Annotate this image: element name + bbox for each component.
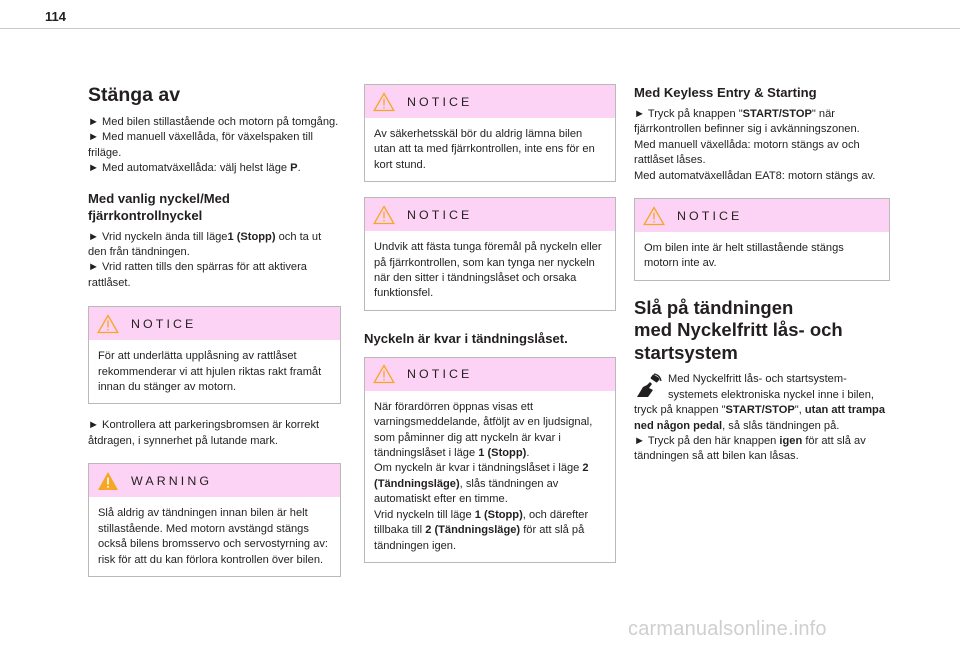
keyless-p1-a: ► Tryck på knappen ": [634, 108, 743, 120]
notice-text-1: [374, 400, 606, 462]
ignition-title-line-3: startsystem: [634, 341, 738, 363]
warning-triangle-outline-icon: [97, 314, 119, 334]
keyless-p1-b: START/STOP: [742, 108, 812, 120]
key-step-1-c: och ta ut den från tändningen.: [88, 230, 322, 259]
keyless-auto: Med automatväxellådan EAT8: motorn stängs av.: [634, 169, 876, 182]
ignition-p1-e: , så slås tändningen på.: [722, 419, 840, 432]
ignition-p1-d: utan att trampa ned någon pedal: [634, 404, 886, 432]
notice-t2c: , slås tändningen av automatiskt efter en timme.: [374, 477, 559, 506]
keyless-manual: Med manuell växellåda: motorn stängs av och rattlåset låses.: [634, 138, 860, 167]
notice-text-3: [374, 508, 606, 554]
ignition-title-line-2: med Nyckelfritt lås- och: [634, 319, 843, 341]
notice-t3d: 2 (Tändningsläge): [425, 524, 521, 537]
notice-text-2: [374, 461, 606, 507]
key-step-1-a: ► Vrid nyckeln ända till läge: [88, 230, 228, 243]
key-step-1: [88, 230, 341, 261]
notice-label: NOTICE: [407, 94, 473, 109]
ignition-p2-a: ► Tryck på den här knappen: [634, 434, 780, 447]
ignition-step-1: [634, 372, 890, 434]
notice-t2: Om nyckeln är kvar i tändningslåset i läge: [374, 462, 583, 475]
section-title-key-left: Nyckeln är kvar i tändningslåset.: [364, 330, 568, 346]
section-title-keyless: Med Keyless Entry & Starting: [634, 85, 817, 100]
section-title-ignition: [634, 297, 890, 365]
notice-header: [365, 198, 615, 231]
notice-label: NOTICE: [407, 207, 473, 222]
warning-triangle-outline-icon: [373, 92, 395, 112]
intro-step-auto: [88, 161, 341, 176]
warning-label: WARNING: [131, 473, 213, 488]
notice-text: Om bilen inte är helt stillastående stängs motorn inte av.: [644, 242, 844, 270]
notice-header: [365, 358, 615, 391]
keyless-step-1: [634, 107, 890, 138]
intro-step-idle: ► Med bilen stillastående och motorn på tomgång.: [88, 116, 339, 128]
ignition-p2-b: igen: [779, 434, 803, 447]
ignition-p1-a: Med Nyckelfritt lås- och startsystem-systemets elektroniska nyckel inne i bilen, tryck på knappen ": [634, 373, 874, 417]
intro-auto-dot: .: [297, 162, 301, 175]
warning-text: Slå aldrig av tändningen innan bilen är helt stillastående. Med motorn avstängd stängs också bilens bromsservo och servostyrning av: risk för att du kan förlora kontrollen över bilen.: [98, 507, 328, 566]
ignition-step-2: [634, 434, 890, 465]
ignition-title-line-1: Slå på tändningen: [634, 296, 794, 318]
ignition-p2-c: för att slå av tändningen så att bilen kan låsas.: [634, 434, 866, 463]
keyless-hand-icon: [634, 373, 662, 399]
notice-label: NOTICE: [131, 316, 197, 331]
top-rule: [0, 28, 960, 29]
keyless-p1-c: " när fjärrkontrollen befinner sig i avkänningszonen.: [634, 108, 860, 136]
warning-header: [89, 464, 340, 497]
notice-t3c: , och därefter tillbaka till: [374, 508, 589, 537]
warning-triangle-outline-icon: [373, 364, 395, 384]
page-number: 114: [45, 9, 66, 24]
notice-t1c: .: [526, 447, 530, 460]
notice-box-heavy-objects: [364, 197, 616, 311]
notice-label: NOTICE: [407, 367, 473, 382]
notice-box-key-left: [364, 357, 616, 563]
notice-t3b: 1 (Stopp): [474, 508, 523, 521]
notice-header: [365, 85, 615, 118]
notice-box-stationary: [634, 198, 890, 281]
notice-text: Undvik att fästa tunga föremål på nyckeln eller på fjärrkontrollen, som kan tynga ner nyckeln när den sitter i tändningslåset och orsaka funktionsfel.: [374, 241, 602, 300]
section-title-stanga-av: Stänga av: [88, 84, 181, 106]
ignition-p1-c: ",: [794, 404, 805, 417]
key-step-2: ► Vrid ratten tills den spärras för att aktivera rattlåset.: [88, 261, 307, 289]
ignition-p1-b: START/STOP: [725, 404, 795, 417]
notice-t1: När förardörren öppnas visas ett varningsmeddelande, åtföljt av en ljudsignal, som påminner dig att nyckeln är kvar i tändningslåset i läge: [374, 400, 593, 460]
warning-triangle-outline-icon: [643, 206, 665, 226]
intro-auto-mode: P: [290, 162, 298, 175]
warning-triangle-outline-icon: [373, 205, 395, 225]
warning-triangle-filled-icon: [97, 471, 119, 491]
notice-header: [89, 307, 340, 340]
notice-t3: Vrid nyckeln till läge: [374, 508, 475, 521]
notice-label: NOTICE: [677, 208, 743, 223]
notice-header: [635, 199, 889, 232]
watermark: carmanualsonline.info: [628, 618, 827, 640]
intro-auto-text: ► Med automatväxellåda: välj helst läge: [88, 162, 291, 175]
section-title-key: Med vanlig nyckel/Med fjärrkontrollnyckel: [88, 190, 230, 223]
notice-t3e: för att slå på tändningen igen.: [374, 524, 585, 552]
parking-brake-step: ► Kontrollera att parkeringsbromsen är korrekt åtdragen, i synnerhet på lutande mark.: [88, 419, 320, 447]
notice-t1b: 1 (Stopp): [478, 447, 527, 460]
intro-step-manual: ► Med manuell växellåda, för växelspaken till friläge.: [88, 131, 313, 159]
notice-text: För att underlätta upplåsning av rattlåset rekommenderar vi att hjulen riktas rakt framåt innan du stänger av motorn.: [98, 350, 322, 394]
key-step-1-b: 1 (Stopp): [227, 230, 276, 243]
notice-box-remote: [364, 84, 616, 182]
column-3: [634, 84, 890, 465]
notice-t2b: 2 (Tändningsläge): [374, 462, 589, 490]
column-1: [88, 84, 341, 577]
notice-box-steering: [88, 306, 341, 404]
warning-box: [88, 463, 341, 577]
notice-text: Av säkerhetsskäl bör du aldrig lämna bilen utan att ta med fjärrkontrollen, inte ens för en kort stund.: [374, 128, 595, 171]
column-2: [364, 84, 616, 563]
